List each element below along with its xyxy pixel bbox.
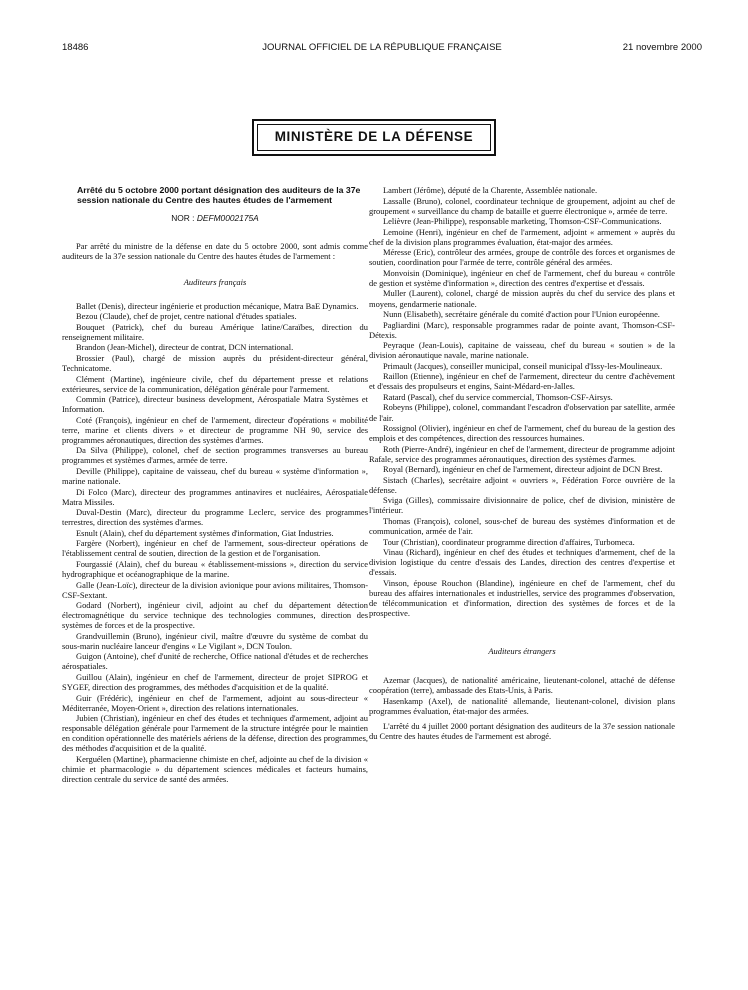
auditeur-entry: Da Silva (Philippe), colonel, chef de section programmes transverses au bureau programmes et systèmes d'armes, armée de terre.: [62, 445, 368, 466]
auditeur-entry: Deville (Philippe), capitaine de vaisseau, chef du bureau « système d'information », marine nationale.: [62, 466, 368, 487]
left-column: [62, 185, 368, 784]
auditeur-entry: Coté (François), ingénieur en chef de l'armement, directeur d'opérations « mobilité terre, marine et clients divers » et directeur de programme NH 90, service des programmes aéronautiques, direction des systèmes d'armes.: [62, 414, 368, 445]
auditeur-entry: Raillon (Etienne), ingénieur en chef de l'armement, directeur du centre d'achèvement et d'essais des propulseurs et engins, Saint-Médard-en-Jalles.: [369, 371, 675, 392]
journal-title: JOURNAL OFFICIEL DE LA RÉPUBLIQUE FRANÇAISE: [262, 42, 502, 53]
auditeur-entry: Guigon (Antoine), chef d'unité de recherche, Office national d'études et de recherches aérospatiales.: [62, 651, 368, 672]
auditeur-entry: Godard (Norbert), ingénieur civil, adjoint au chef du département détection électromagnétique du service technique des technologies communes, direction des systèmes de forces et de la prospective.: [62, 600, 368, 631]
auditeur-entry: Thomas (François), colonel, sous-chef de bureau des systèmes d'information et de communication, armée de l'air.: [369, 516, 675, 537]
auditeur-entry: Commin (Patrice), directeur business development, Aérospatiale Matra Systèmes et Information.: [62, 394, 368, 415]
ministry-banner: [252, 119, 496, 156]
auditeur-entry: Esnult (Alain), chef du département systèmes d'information, Giat Industries.: [76, 527, 334, 538]
right-column: [369, 185, 675, 741]
auditeur-entry: Roth (Pierre-André), ingénieur en chef de l'armement, directeur de programme adjoint Rafale, service des programmes aéronautiques, direction des systèmes d'armes.: [369, 443, 675, 464]
auditeur-entry: Vinson, épouse Rouchon (Blandine), ingénieure en chef de l'armement, chef du bureau des affaires internationales et industrielles, service des programmes d'observation, de télécommunication et d'information, direction des systèmes de forces et de la prospective.: [369, 577, 675, 618]
auditeur-entry: Vinau (Richard), ingénieur en chef des études et techniques d'armement, chef de la division logistique du centre d'essais des Landes, direction des centres d'expertise et d'essais.: [369, 547, 675, 578]
auditeur-entry: Hasenkamp (Axel), de nationalité allemande, lieutenant-colonel, division plans programmes évaluation, état-major des armées.: [369, 695, 675, 716]
auditeur-entry: Fourgassié (Alain), chef du bureau « établissement-missions », direction du service hydrographique et océanographique de la marine.: [62, 558, 368, 579]
auditeur-entry: Ballet (Denis), directeur ingénierie et production mécanique, Matra BaE Dynamics.: [76, 300, 359, 311]
auditeur-entry: Nunn (Elisabeth), secrétaire générale du comité d'action pour l'Union européenne.: [383, 309, 660, 320]
auditeurs-list-left: [62, 301, 368, 784]
auditeur-entry: Di Folco (Marc), directeur des programmes antinavires et nucléaires, Aérospatiale Matra Missiles.: [62, 486, 368, 507]
auditeur-entry: Royal (Bernard), ingénieur en chef de l'armement, directeur adjoint de DCN Brest.: [383, 464, 663, 475]
nor-code: DEFM0002175A: [196, 212, 259, 223]
auditeur-entry: Bouquet (Patrick), chef du bureau Amérique latine/Caraïbes, direction du renseignement militaire.: [62, 321, 368, 342]
auditeur-entry: Guir (Frédéric), ingénieur en chef de l'armement, adjoint au sous-directeur « Méditerranée, Moyen-Orient », direction des relations internationales.: [62, 692, 368, 713]
auditeurs-list-right: [369, 185, 675, 618]
auditeur-entry: Méresse (Eric), contrôleur des armées, groupe de contrôle des forces et organismes de soutien, coordination pour l'armée de terre, contrôle général des armées.: [369, 247, 675, 268]
auditeur-entry: Tour (Christian), coordinateur programme direction d'affaires, Turbomeca.: [383, 536, 635, 547]
closing-paragraph: L'arrêté du 4 juillet 2000 portant désignation des auditeurs de la 37e session nationale du Centre des hautes études de l'armement est abrogé.: [369, 720, 675, 741]
auditeur-entry: Rossignol (Olivier), ingénieur en chef de l'armement, chef du bureau de la gestion des emplois et des compétences, direction des ressources humaines.: [369, 423, 675, 444]
decree-title: Arrêté du 5 octobre 2000 portant désignation des auditeurs de la 37e session nationale du Centre des hautes études de l'armement: [77, 185, 361, 206]
nor-label: NOR :: [171, 212, 195, 223]
auditeur-entry: Clément (Martine), ingénieure civile, chef du département presse et relations extérieures, service de la communication, délégation générale pour l'armement.: [62, 373, 368, 394]
page-header: [62, 42, 702, 56]
auditeur-entry: Fargère (Norbert), ingénieur en chef de l'armement, sous-directeur opérations de l'établissement central de soutien, direction de la gestion et de l'organisation.: [62, 538, 368, 559]
auditeur-entry: Primault (Jacques), conseiller municipal, conseil municipal d'Issy-les-Moulineaux.: [383, 360, 663, 371]
auditeur-entry: Galle (Jean-Loïc), directeur de la division avionique pour avions militaires, Thomson-CSF-Sextant.: [62, 579, 368, 600]
section-heading-french: Auditeurs français: [183, 276, 247, 287]
nor-reference: [62, 213, 368, 223]
auditeur-entry: Brandon (Jean-Michel), directeur de contrat, DCN international.: [76, 342, 294, 353]
decree-intro: Par arrêté du ministre de la défense en date du 5 octobre 2000, sont admis comme auditeurs de la 37e session nationale du Centre des hautes études de l'armement :: [62, 240, 368, 261]
auditeur-entry: Lassalle (Bruno), colonel, coordinateur technique de groupement, adjoint au chef de groupement « surveillance du champ de bataille et guerre électronique », armée de terre.: [369, 195, 675, 216]
auditeur-entry: Muller (Laurent), colonel, chargé de mission auprès du chef du service des plans et moyens, gendarmerie nationale.: [369, 288, 675, 309]
auditeur-entry: Sistach (Charles), secrétaire adjoint « ouvriers », Fédération Force ouvrière de la défense.: [369, 474, 675, 495]
ministry-title: MINISTÈRE DE LA DÉFENSE: [257, 124, 491, 151]
auditeurs-list-foreign: [369, 675, 675, 716]
auditeur-entry: Sviga (Gilles), commissaire divisionnaire de police, chef de division, ministère de l'intérieur.: [369, 495, 675, 516]
auditeur-entry: Peyraque (Jean-Louis), capitaine de vaisseau, chef du bureau « soutien » de la division aéronautique navale, marine nationale.: [369, 340, 675, 361]
auditeur-entry: Bezou (Claude), chef de projet, centre national d'études spatiales.: [76, 311, 297, 322]
auditeur-entry: Ratard (Pascal), chef du service commercial, Thomson-CSF-Airsys.: [383, 391, 613, 402]
auditeur-entry: Jubien (Christian), ingénieur en chef des études et techniques d'armement, adjoint au responsable délégation générale pour l'armement de la structure intégrée pour le maintien en condition opérationnelle des matériels aériens de la défense, direction des programmes, des méthodes d'acquisition et de la qualité.: [62, 713, 368, 754]
auditeur-entry: Azemar (Jacques), de nationalité américaine, lieutenant-colonel, attaché de défense coopération (terre), ambassade des Etats-Unis, à Paris.: [369, 675, 675, 696]
publication-date: 21 novembre 2000: [622, 42, 702, 53]
auditeur-entry: Brossier (Paul), chargé de mission auprès du président-directeur général, Technicatome.: [62, 353, 368, 374]
auditeur-entry: Kerguélen (Martine), pharmacienne chimiste en chef, adjointe au chef de la division « chimie et pharmacologie » du département sciences médicales et facteurs humains, direction centrale du service de santé des armées.: [62, 753, 368, 784]
auditeur-entry: Grandvuillemin (Bruno), ingénieur civil, maître d'œuvre du système de combat du sous-marin nucléaire lanceur d'engins « Le Vigilant », DCN Toulon.: [62, 630, 368, 651]
auditeur-entry: Lambert (Jérôme), député de la Charente, Assemblée nationale.: [383, 185, 598, 195]
auditeur-entry: Lemoine (Henri), ingénieur en chef de l'armement, adjoint « armement » auprès du chef de la division plans programmes évaluation, état-major des armées.: [369, 226, 675, 247]
auditeur-entry: Guillou (Alain), ingénieur en chef de l'armement, directeur de projet SIPROG et SYGEF, direction des programmes, des méthodes d'acquisition et de la qualité.: [62, 671, 368, 693]
auditeur-entry: Lelièvre (Jean-Philippe), responsable marketing, Thomson-CSF-Communications.: [383, 216, 662, 227]
auditeur-entry: Monvoisin (Dominique), ingénieur en chef de l'armement, chef du bureau « contrôle de gestion et système d'information », direction des centres d'expertise et d'essais.: [369, 267, 675, 288]
page-number: 18486: [62, 42, 89, 53]
auditeur-entry: Robeyns (Philippe), colonel, commandant l'escadron d'observation par satellite, armée de l'air.: [369, 402, 675, 423]
auditeur-entry: Pagliardini (Marc), responsable programmes radar de pointe avant, Thomson-CSF-Détexis.: [369, 319, 675, 340]
auditeur-entry: Duval-Destin (Marc), directeur du programme Leclerc, service des programmes terrestres, direction des systèmes d'armes.: [62, 507, 368, 528]
section-heading-foreign: Auditeurs étrangers: [488, 645, 556, 656]
